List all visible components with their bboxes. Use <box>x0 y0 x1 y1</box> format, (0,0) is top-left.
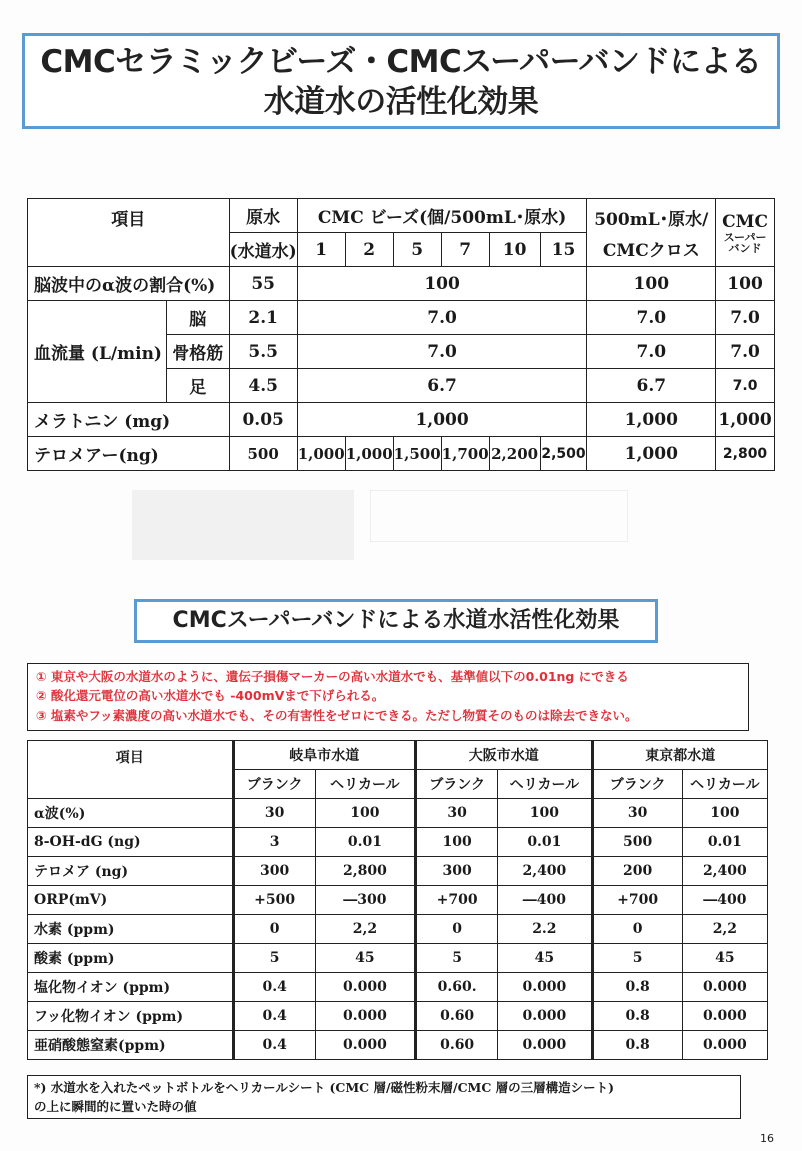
cloth-header-line1: 500mL･原水/ <box>594 209 709 230</box>
cell: 100 <box>587 267 716 301</box>
cell: 100 <box>716 267 775 301</box>
cell: 2,400 <box>498 857 592 886</box>
band-header-line3: バンド <box>728 241 762 255</box>
cell: +700 <box>416 886 498 915</box>
cell: 2.2 <box>498 915 592 944</box>
bleed-through-text <box>150 2 620 33</box>
table-row <box>28 301 775 335</box>
cell: 0.60 <box>416 1031 498 1060</box>
cell: 7.0 <box>716 301 775 335</box>
row-label: α波(%) <box>28 799 234 828</box>
table-row <box>28 944 768 973</box>
cell: 45 <box>315 944 415 973</box>
cell: 0.05 <box>229 403 297 437</box>
table-header-row <box>28 741 768 770</box>
bleed-through-image <box>132 490 354 560</box>
cell: 7.0 <box>587 335 716 369</box>
cell: 0.000 <box>498 973 592 1002</box>
cell: 0.01 <box>682 828 767 857</box>
table-row <box>28 437 775 471</box>
cell: 30 <box>592 799 682 828</box>
cell: 0 <box>233 915 315 944</box>
raw-header: 原水 <box>229 199 297 233</box>
cell: 0.8 <box>592 1002 682 1031</box>
row-label: 8-OH-dG (ng) <box>28 828 234 857</box>
band-header <box>716 199 775 267</box>
cell: 0.4 <box>233 973 315 1002</box>
blank-header: ブランク <box>416 770 498 799</box>
cell: ―300 <box>315 886 415 915</box>
row-label: テロメアー(ng) <box>28 437 230 471</box>
cell: 0.000 <box>315 1031 415 1060</box>
helical-header: ヘリカール <box>315 770 415 799</box>
cell: 2.1 <box>229 301 297 335</box>
cell: 55 <box>229 267 297 301</box>
table-row <box>28 886 768 915</box>
table-row <box>28 1031 768 1060</box>
cell: 1,500 <box>393 437 441 471</box>
cell: 7.0 <box>716 369 775 403</box>
cell: 1,000 <box>345 437 393 471</box>
blank-header: ブランク <box>233 770 315 799</box>
cell: 300 <box>233 857 315 886</box>
row-label: 塩化物イオン (ppm) <box>28 973 234 1002</box>
main-title-line2: 水道水の活性化効果 <box>263 84 539 120</box>
footnote-line2: の上に瞬間的に置いた時の値 <box>34 1099 197 1114</box>
cloth-header-line2: CMCクロス <box>602 240 700 261</box>
beads-count: 2 <box>345 233 393 267</box>
cell: 5 <box>416 944 498 973</box>
cell: 1,000 <box>587 403 716 437</box>
blank-header: ブランク <box>592 770 682 799</box>
row-label: 酸素 (ppm) <box>28 944 234 973</box>
table-row <box>28 267 775 301</box>
cell: 0.01 <box>315 828 415 857</box>
sub-title: CMCスーパーバンドによる水道水活性化効果 <box>134 599 658 643</box>
row-label: メラトニン (mg) <box>28 403 230 437</box>
cell: 0.000 <box>682 973 767 1002</box>
key-point: ③ 塩素やフッ素濃度の高い水道水でも、その有害性をゼロにできる。ただし物質そのものは除去できない。 <box>36 708 638 723</box>
row-sublabel: 脳 <box>166 301 229 335</box>
cell: 500 <box>229 437 297 471</box>
key-point: ① 東京や大阪の水道水のように、遺伝子損傷マーカーの高い水道水でも、基準値以下の0.01ng にできる <box>36 669 629 684</box>
cell: 500 <box>592 828 682 857</box>
item-header: 項目 <box>28 199 230 267</box>
table-header-row <box>28 199 775 233</box>
beads-effect-table <box>27 198 775 471</box>
cell: 7.0 <box>716 335 775 369</box>
item-header: 項目 <box>28 741 234 799</box>
cell: 0.60 <box>416 1002 498 1031</box>
row-label: 水素 (ppm) <box>28 915 234 944</box>
cell: 100 <box>315 799 415 828</box>
row-sublabel: 足 <box>166 369 229 403</box>
page-number: 16 <box>760 1132 774 1145</box>
row-label: 脳波中のα波の割合(%) <box>28 267 230 301</box>
table-row <box>28 915 768 944</box>
cell: 30 <box>416 799 498 828</box>
cell: +500 <box>233 886 315 915</box>
cell: 30 <box>233 799 315 828</box>
beads-count: 15 <box>540 233 587 267</box>
cell: 0.4 <box>233 1031 315 1060</box>
table-row <box>28 1002 768 1031</box>
main-title <box>22 33 780 129</box>
city-header: 大阪市水道 <box>416 741 592 770</box>
raw-subheader: (水道水) <box>229 233 297 267</box>
cell: 3 <box>233 828 315 857</box>
cell: 0.01 <box>498 828 592 857</box>
cell: 1,000 <box>716 403 775 437</box>
city-header: 東京都水道 <box>592 741 768 770</box>
cell: 0.60. <box>416 973 498 1002</box>
main-title-line1: CMCセラミックビーズ・CMCスーパーバンドによる <box>40 44 762 80</box>
cell: 0 <box>416 915 498 944</box>
cell: 5 <box>233 944 315 973</box>
cell: 0.000 <box>498 1002 592 1031</box>
cloth-header <box>587 199 716 267</box>
cell: 0.8 <box>592 1031 682 1060</box>
cell: 0.4 <box>233 1002 315 1031</box>
cell: 5 <box>592 944 682 973</box>
superband-effect-table <box>27 740 768 1060</box>
table-row <box>28 403 775 437</box>
cell: 100 <box>682 799 767 828</box>
cell: 1,000 <box>297 437 345 471</box>
band-header-line1: CMC <box>722 211 768 232</box>
beads-count: 1 <box>297 233 345 267</box>
city-header: 岐阜市水道 <box>233 741 415 770</box>
cell: 100 <box>498 799 592 828</box>
row-label: 亜硝酸態窒素(ppm) <box>28 1031 234 1060</box>
cell: 2,200 <box>489 437 540 471</box>
cell: 0.8 <box>592 973 682 1002</box>
key-points-box <box>27 663 749 731</box>
helical-header: ヘリカール <box>682 770 767 799</box>
beads-group-header: CMC ビーズ(個/500mL･原水) <box>297 199 587 233</box>
table-row <box>28 828 768 857</box>
cell: 0.000 <box>315 973 415 1002</box>
footnote-box <box>27 1075 741 1119</box>
cell: 1,000 <box>297 403 587 437</box>
cell: 0.000 <box>682 1031 767 1060</box>
beads-count: 10 <box>489 233 540 267</box>
cell: 2,800 <box>716 437 775 471</box>
cell: 100 <box>416 828 498 857</box>
cell: 0.000 <box>315 1002 415 1031</box>
cell: 45 <box>498 944 592 973</box>
cell: 6.7 <box>587 369 716 403</box>
row-label: 血流量 (L/min) <box>28 301 167 403</box>
cell: 6.7 <box>297 369 587 403</box>
cell: 2,400 <box>682 857 767 886</box>
cell: 7.0 <box>297 335 587 369</box>
cell: 0 <box>592 915 682 944</box>
beads-count: 5 <box>393 233 441 267</box>
band-header-line2: スーパー <box>723 230 767 244</box>
table-row <box>28 973 768 1002</box>
cell: 2,800 <box>315 857 415 886</box>
cell: ―400 <box>498 886 592 915</box>
cell: 5.5 <box>229 335 297 369</box>
cell: 100 <box>297 267 587 301</box>
cell: 200 <box>592 857 682 886</box>
cell: 300 <box>416 857 498 886</box>
cell: 0.000 <box>498 1031 592 1060</box>
beads-count: 7 <box>441 233 489 267</box>
table-row <box>28 799 768 828</box>
cell: 2,500 <box>540 437 587 471</box>
table-row <box>28 857 768 886</box>
row-label: テロメア (ng) <box>28 857 234 886</box>
key-point: ② 酸化還元電位の高い水道水でも -400mVまで下げられる。 <box>36 688 385 703</box>
cell: 7.0 <box>297 301 587 335</box>
helical-header: ヘリカール <box>498 770 592 799</box>
footnote-line1: *) 水道水を入れたペットボトルをヘリカールシート (CMC 層/磁性粉末層/CMC 層の三層構造シート) <box>34 1080 615 1095</box>
cell: ―400 <box>682 886 767 915</box>
bleed-through-box <box>370 490 628 542</box>
cell: +700 <box>592 886 682 915</box>
cell: 1,000 <box>587 437 716 471</box>
cell: 4.5 <box>229 369 297 403</box>
cell: 2,2 <box>682 915 767 944</box>
cell: 1,700 <box>441 437 489 471</box>
row-label: フッ化物イオン (ppm) <box>28 1002 234 1031</box>
cell: 2,2 <box>315 915 415 944</box>
cell: 0.000 <box>682 1002 767 1031</box>
row-sublabel: 骨格筋 <box>166 335 229 369</box>
row-label: ORP(mV) <box>28 886 234 915</box>
cell: 45 <box>682 944 767 973</box>
cell: 7.0 <box>587 301 716 335</box>
